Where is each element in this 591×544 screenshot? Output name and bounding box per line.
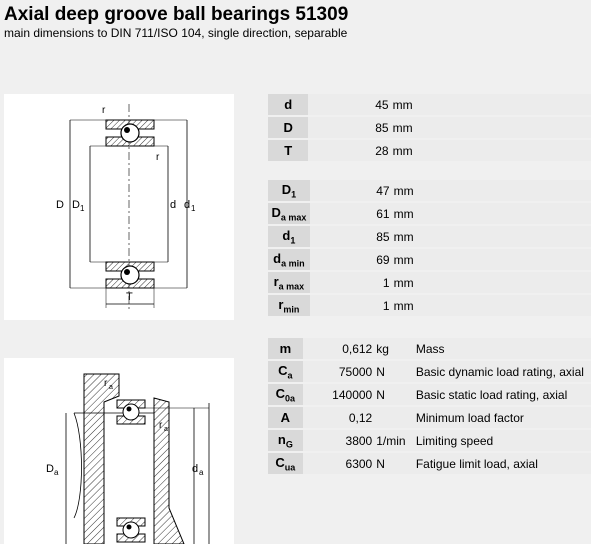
description-cell: Limiting speed — [412, 430, 591, 451]
mounting-svg — [4, 358, 234, 544]
unit-cell: mm — [394, 272, 431, 293]
symbol: n — [277, 431, 286, 447]
empty-cell — [431, 295, 591, 316]
symbol-cell — [268, 226, 310, 247]
bearing-section-svg — [4, 94, 234, 320]
dim-label-D1-sub: 1 — [80, 204, 85, 213]
unit-cell: mm — [394, 180, 431, 201]
value-cell: 3800 — [303, 430, 377, 451]
value-cell: 69 — [310, 249, 394, 270]
dim-label-ra-mid-sub: a — [164, 426, 168, 433]
table-row — [268, 117, 591, 138]
symbol: r — [278, 296, 284, 312]
description-cell: Basic static load rating, axial — [412, 384, 591, 405]
symbol-cell — [268, 295, 310, 316]
empty-cell — [430, 140, 591, 161]
dim-label-ra-top-sub: a — [109, 384, 113, 391]
dim-label-Da: D — [46, 463, 54, 475]
dim-label-ra-mid: r — [159, 420, 163, 431]
dim-label-T: T — [126, 291, 133, 303]
unit-cell: mm — [393, 117, 430, 138]
symbol: D — [281, 181, 292, 197]
unit-cell: mm — [393, 94, 430, 115]
unit-cell: kg — [376, 338, 412, 359]
symbol: T — [284, 143, 293, 158]
dim-label-d1-sub: 1 — [191, 204, 196, 213]
symbol: d — [273, 250, 282, 266]
table-row — [268, 94, 591, 115]
symbol-subscript: 1 — [290, 235, 296, 246]
unit-cell: N — [376, 453, 412, 474]
symbol-subscript: 0a — [285, 393, 296, 404]
dim-label-ra-top: r — [104, 378, 108, 389]
table-row — [268, 453, 591, 474]
description-cell: Basic dynamic load rating, axial — [412, 361, 591, 382]
table-row — [268, 203, 591, 224]
dim-label-d: d — [170, 199, 177, 211]
symbol-cell — [268, 203, 310, 224]
empty-cell — [431, 272, 591, 293]
symbol-subscript: a min — [281, 258, 305, 269]
table-row — [268, 140, 591, 161]
value-cell: 75000 — [303, 361, 377, 382]
dim-label-da: d — [192, 463, 199, 475]
table-row — [268, 226, 591, 247]
empty-cell — [430, 117, 591, 138]
empty-cell — [431, 226, 591, 247]
dim-label-da-sub: a — [199, 468, 204, 477]
dim-label-Da-sub: a — [54, 468, 59, 477]
symbol: A — [280, 410, 291, 425]
empty-cell — [430, 94, 591, 115]
value-cell: 85 — [308, 117, 392, 138]
symbol-subscript: 1 — [291, 189, 297, 200]
value-cell: 0,612 — [303, 338, 377, 359]
symbol: C — [275, 385, 286, 401]
table-row — [268, 384, 591, 405]
symbol-subscript: a — [287, 370, 293, 381]
symbol-cell — [268, 384, 303, 405]
symbol-cell — [268, 249, 310, 270]
value-cell: 45 — [308, 94, 392, 115]
empty-cell — [431, 180, 591, 201]
symbol-cell — [268, 272, 310, 293]
table-row — [268, 249, 591, 270]
symbol-subscript: G — [285, 439, 293, 450]
table-row — [268, 407, 591, 428]
symbol-subscript: min — [283, 304, 300, 315]
unit-cell: mm — [394, 249, 431, 270]
value-cell: 47 — [310, 180, 394, 201]
symbol: D — [283, 120, 293, 135]
symbol: r — [273, 273, 279, 289]
bearing-section-drawing — [4, 94, 234, 320]
symbol-cell — [268, 94, 308, 115]
value-cell: 1 — [310, 295, 394, 316]
value-cell: 6300 — [303, 453, 377, 474]
table-row — [268, 180, 591, 201]
unit-cell: mm — [394, 203, 431, 224]
unit-cell: N — [376, 361, 412, 382]
unit-cell — [376, 407, 412, 428]
symbol: d — [284, 97, 293, 112]
symbol: D — [271, 204, 281, 220]
table-row — [268, 338, 591, 359]
table-row — [268, 361, 591, 382]
page-title: Axial deep groove ball bearings 51309 — [4, 4, 349, 25]
symbol-cell — [268, 430, 303, 451]
dim-label-D1: D — [72, 199, 80, 211]
dim-label-d1: d — [184, 199, 191, 211]
symbol-cell — [268, 180, 310, 201]
symbol-subscript: ua — [284, 462, 296, 473]
value-cell: 140000 — [303, 384, 377, 405]
mounting-drawing — [4, 358, 234, 544]
unit-cell: 1/min — [376, 430, 412, 451]
symbol-cell — [268, 453, 303, 474]
value-cell: 85 — [310, 226, 394, 247]
page-subtitle: main dimensions to DIN 711/ISO 104, single direction, separable — [4, 26, 348, 40]
main-dimensions-table — [268, 92, 591, 163]
table-row — [268, 272, 591, 293]
description-cell: Fatigue limit load, axial — [412, 453, 591, 474]
empty-cell — [431, 249, 591, 270]
unit-cell: mm — [393, 140, 430, 161]
value-cell: 0,12 — [303, 407, 377, 428]
symbol: m — [279, 341, 292, 356]
value-cell: 28 — [308, 140, 392, 161]
symbol-cell — [268, 140, 308, 161]
performance-data-table — [268, 336, 591, 476]
unit-cell: N — [376, 384, 412, 405]
symbol-subscript: a max — [280, 212, 307, 223]
symbol-cell — [268, 361, 303, 382]
symbol-subscript: a max — [278, 281, 305, 292]
symbol-cell — [268, 338, 303, 359]
mounting-dimensions-table — [268, 178, 591, 318]
symbol-cell — [268, 407, 303, 428]
value-cell: 1 — [310, 272, 394, 293]
table-row — [268, 430, 591, 451]
dim-label-D: D — [56, 199, 64, 211]
unit-cell: mm — [394, 226, 431, 247]
value-cell: 61 — [310, 203, 394, 224]
symbol: d — [282, 227, 291, 243]
symbol: C — [275, 454, 285, 470]
description-cell: Mass — [412, 338, 591, 359]
empty-cell — [431, 203, 591, 224]
description-cell: Minimum load factor — [412, 407, 591, 428]
dim-label-r-top: r — [102, 105, 106, 116]
symbol: C — [278, 362, 288, 378]
dim-label-r-mid: r — [156, 152, 160, 163]
table-row — [268, 295, 591, 316]
unit-cell: mm — [394, 295, 431, 316]
symbol-cell — [268, 117, 308, 138]
